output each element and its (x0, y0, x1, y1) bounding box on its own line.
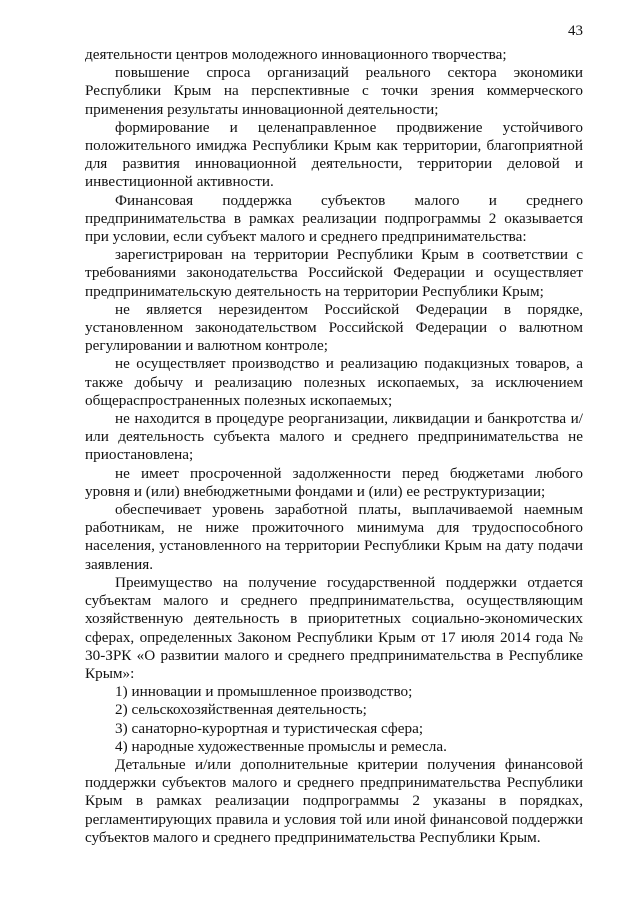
paragraph: Преимущество на получение государственной поддержки отдается субъектам малого и среднего предпринимательства, осуществляющим хозяйственную деятельность в приоритетных социально-экономических сферах, определенных Законом Республики Крым от 17 июля 2014 года № 30-ЗРК «О развитии малого и среднего предпринимательства в Республике Крым»: (85, 573, 583, 682)
paragraph: обеспечивает уровень заработной платы, выплачиваемой наемным работникам, не ниже прожиточного минимума для трудоспособного населения, установленного на территории Республики Крым на дату подачи заявления. (85, 501, 583, 573)
paragraph: зарегистрирован на территории Республики Крым в соответствии с требованиями законодательства Российской Федерации и осуществляет предпринимательскую деятельность на территории Республики Крым; (85, 246, 583, 300)
page-number: 43 (568, 23, 583, 39)
document-body (85, 46, 583, 847)
paragraph: деятельности центров молодежного инновационного творчества; (85, 46, 507, 63)
list-item: 3) санаторно-курортная и туристическая сфера; (115, 719, 424, 737)
list-item: 4) народные художественные промыслы и ремесла. (115, 737, 447, 755)
paragraph: формирование и целенаправленное продвижение устойчивого положительного имиджа Республики Крым как территории, благоприятной для развития инновационной деятельности, территории деловой и инвестиционной активности. (85, 118, 583, 191)
list-item: 1) инновации и промышленное производство; (115, 683, 413, 701)
paragraph: не имеет просроченной задолженности перед бюджетами любого уровня и (или) внебюджетными фондами и (или) ее реструктуризации; (85, 464, 583, 500)
paragraph: Финансовая поддержка субъектов малого и среднего предпринимательства в рамках реализации подпрограммы 2 оказывается при условии, если субъект малого и среднего предпринимательства: (85, 191, 583, 246)
paragraph: повышение спроса организаций реального сектора экономики Республики Крым на перспективные с точки зрения коммерческого применения результаты инновационной деятельности; (85, 64, 583, 118)
list-item: 2) сельскохозяйственная деятельность; (115, 701, 367, 719)
paragraph: не находится в процедуре реорганизации, ликвидации и банкротства и/или деятельность субъекта малого и среднего предпринимательства не приостановлена; (85, 410, 583, 464)
paragraph: не осуществляет производство и реализацию подакцизных товаров, а также добычу и реализацию полезных ископаемых, за исключением общераспространенных полезных ископаемых; (85, 355, 583, 409)
paragraph: не является нерезидентом Российской Федерации в порядке, установленном законодательством Российской Федерации о валютном регулировании и валютном контроле; (85, 300, 583, 355)
paragraph: Детальные и/или дополнительные критерии получения финансовой поддержки субъектов малого и среднего предпринимательства Республики Крым в рамках реализации подпрограммы 2 указаны в порядках, регламентирующих правила и условия той или иной финансовой поддержки субъектов малого и среднего предпринимательства Республики Крым. (85, 755, 583, 846)
